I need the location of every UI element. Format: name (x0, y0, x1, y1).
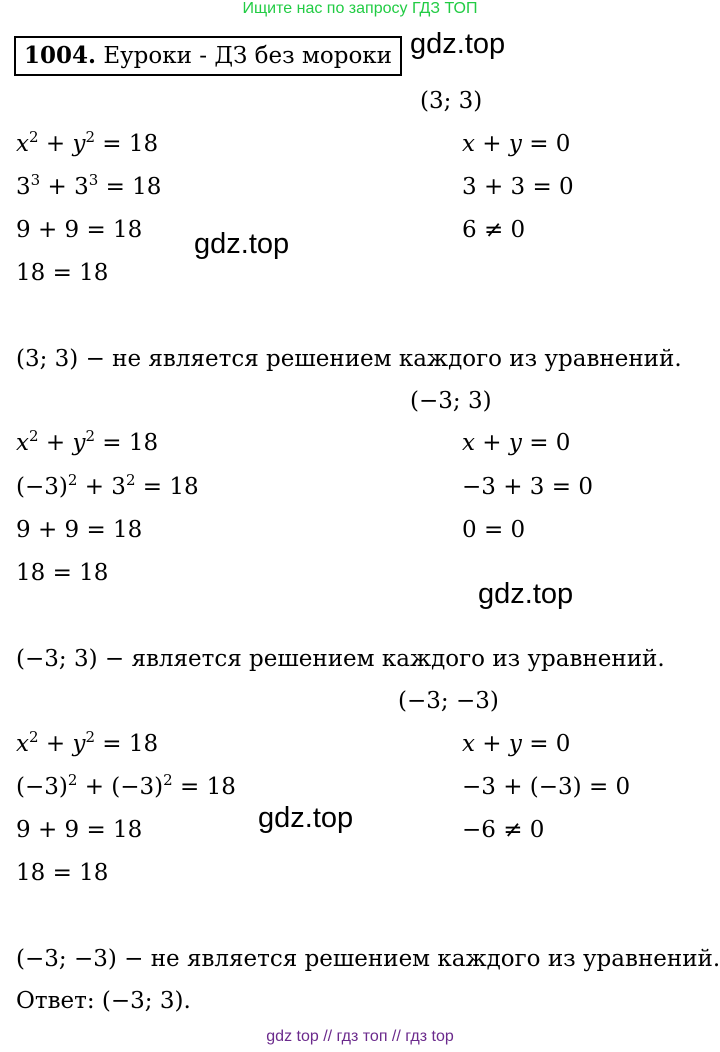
conclusion: (−3; −3) − не является решением каждого из уравнений. (16, 946, 720, 972)
equation-line: 9 + 9 = 18 (16, 217, 143, 243)
equation-line: 6 ≠ 0 (462, 217, 526, 243)
task-title-text: Еуроки - ДЗ без мороки (103, 43, 393, 69)
equation-line: x + y = 0 (462, 731, 571, 757)
watermark: gdz.top (410, 28, 506, 60)
equation-line: 3 + 3 = 0 (462, 174, 574, 200)
task-title (14, 36, 402, 76)
equation-line: 18 = 18 (16, 860, 109, 886)
watermark: gdz.top (478, 578, 574, 610)
equation-line: 9 + 9 = 18 (16, 517, 143, 543)
watermark: gdz.top (258, 802, 354, 834)
point-heading: (−3; 3) (410, 388, 492, 414)
watermark: gdz.top (194, 228, 290, 260)
footer-watermark: gdz top // гдз топ // гдз top (266, 1028, 454, 1045)
conclusion: (−3; 3) − является решением каждого из уравнений. (16, 646, 665, 672)
equation-line: −6 ≠ 0 (462, 817, 545, 843)
equation-line: −3 + 3 = 0 (462, 474, 593, 500)
equation-line: $x^2 + y^2 = 18$ (16, 728, 159, 757)
equation-line: 18 = 18 (16, 260, 109, 286)
conclusion: (3; 3) − не является решением каждого из уравнений. (16, 346, 682, 372)
equation-line: $x^2 + y^2 = 18$ (16, 427, 159, 456)
point-heading: (−3; −3) (398, 688, 499, 714)
equation-line: $(-3)^2 + 3^2 = 18$ (16, 471, 199, 500)
equation-line: $3^3 + 3^3 = 18$ (16, 171, 162, 200)
equation-line: $(-3)^2 + (-3)^2 = 18$ (16, 771, 236, 800)
equation-line: x + y = 0 (462, 131, 571, 157)
equation-line: x + y = 0 (462, 430, 571, 456)
equation-line: 0 = 0 (462, 517, 526, 543)
equation-line: 18 = 18 (16, 560, 109, 586)
top-banner: Ищите нас по запросу ГДЗ ТОП (242, 0, 478, 17)
equation-line: $x^2 + y^2 = 18$ (16, 128, 159, 157)
task-number: 1004. (24, 42, 97, 69)
equation-line: −3 + (−3) = 0 (462, 774, 631, 800)
point-heading: (3; 3) (420, 88, 483, 114)
answer: Ответ: (−3; 3). (16, 988, 191, 1014)
equation-line: 9 + 9 = 18 (16, 817, 143, 843)
